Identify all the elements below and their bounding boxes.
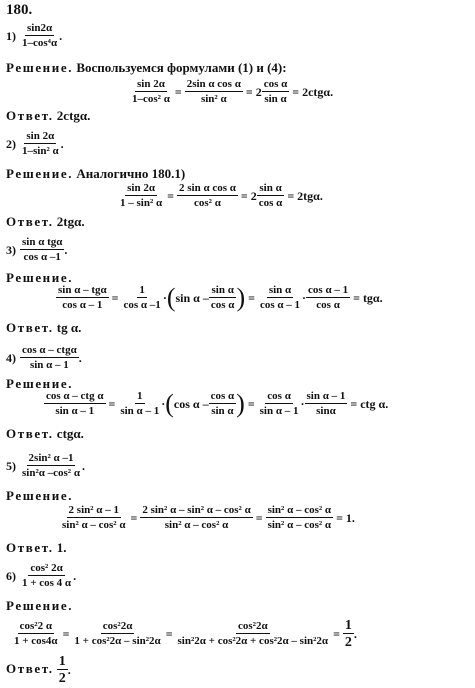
item-4-equation: $\frac{\text{cos α – ctg α}}{\text{sin α – 1}}$ = $\frac{1}{\text{sin α – 1}}$ ·(cos α – $\frac{\text{cos α}}{\text{sin α}}$ ) = $\frac{\text{cos α}}{\text{sin α – 1}}$ · $\frac{\text{sin α – 1}}{\sin\alpha}$ = ctg α. xyxy=(46,389,389,418)
item-3-solution-heading: Решение. xyxy=(6,270,74,285)
item-6-solution-heading: Решение. xyxy=(6,598,74,613)
item-5-answer: Ответ. 1. xyxy=(6,540,67,555)
item-3-answer: Ответ. tg α. xyxy=(6,320,82,335)
item-3-equation: $\frac{\text{sin α – tgα}}{\text{cos α – 1}}$ = $\frac{1}{\text{cos α –1}}$ ·(sin α – $\frac{\text{sin α}}{\text{cos α}}$ ) = $\frac{\text{sin α}}{\text{cos α – 1}}$ · $\frac{\text{cos α – 1}}{\text{cos α}}$ = tgα. xyxy=(58,283,383,312)
item-4-solution-heading: Решение. xyxy=(6,376,74,391)
item-2-solution-heading: Решение. Аналогично 180.1) xyxy=(6,166,186,181)
item-2-answer: Ответ. 2tgα. xyxy=(6,214,85,229)
problem-number: 180. xyxy=(6,2,33,18)
item-6-task: 6) $\frac{\text{cos² 2α}}{1 + \cos 4 \alpha}$ . xyxy=(6,562,77,589)
item-4-answer: Ответ. ctgα. xyxy=(6,426,84,441)
item-2-equation: $\frac{\sin 2\alpha}{\text{1 – sin² α}}$ = $\frac{\text{2 sin α cos α}}{\text{cos² α}}$ = 2 $\frac{\text{sin α}}{\text{cos α}}$ = 2tgα. xyxy=(120,182,323,209)
item-1-task: 1) $\frac{\sin 2\alpha}{\text{1–cos⁴α}}$ . xyxy=(6,22,63,49)
item-5-equation: $\frac{\text{2 sin² α – 1}}{\text{sin² α – cos² α}}$ = $\frac{\text{2 sin² α – sin² α – cos² α}}{\text{sin² α – cos² α}}$ = $\frac{\text{sin² α – cos² α}}{\text{sin² α – cos² α}}$ = 1. xyxy=(62,504,355,531)
item-1-solution-heading: Решение. Воспользуемся формулами (1) и (4): xyxy=(6,60,287,75)
item-1-answer: Ответ. 2ctgα. xyxy=(6,108,91,123)
item-1-equation: $\frac{\sin 2\alpha}{\text{1–cos² α}}$ = $\frac{\text{2sin α cos α}}{\text{sin² α}}$ = 2 $\frac{\text{cos α}}{\text{sin α}}$ = 2ctgα. xyxy=(132,78,334,105)
item-5-task: 5) $\frac{\text{2sin² α –1}}{\text{sin²α –cos² α}}$ . xyxy=(6,452,85,479)
item-4-task: 4) $\frac{\text{cos α – ctgα}}{\text{sin α – 1}}$ . xyxy=(6,344,82,371)
item-6-answer: Ответ. $\frac{1}{2}$ . xyxy=(6,654,71,686)
item-3-task: 3) $\frac{\text{sin α tgα}}{\text{cos α –1}}$ . xyxy=(6,236,68,263)
item-6-equation: $\frac{\text{cos²2 α}}{1 + \cos 4\alpha}$ = $\frac{\text{cos²2α}}{\text{1 + cos²2α – sin²2α}}$ = $\frac{\text{cos²2α}}{\text{sin²2α + cos²2α + cos²2α – sin²2α}}$ = $\frac{1}{2}$ . xyxy=(14,618,357,650)
item-5-solution-heading: Решение. xyxy=(6,488,74,503)
item-2-task: 2) $\frac{\sin 2\alpha}{\text{1–sin² α}}$ . xyxy=(6,130,64,157)
